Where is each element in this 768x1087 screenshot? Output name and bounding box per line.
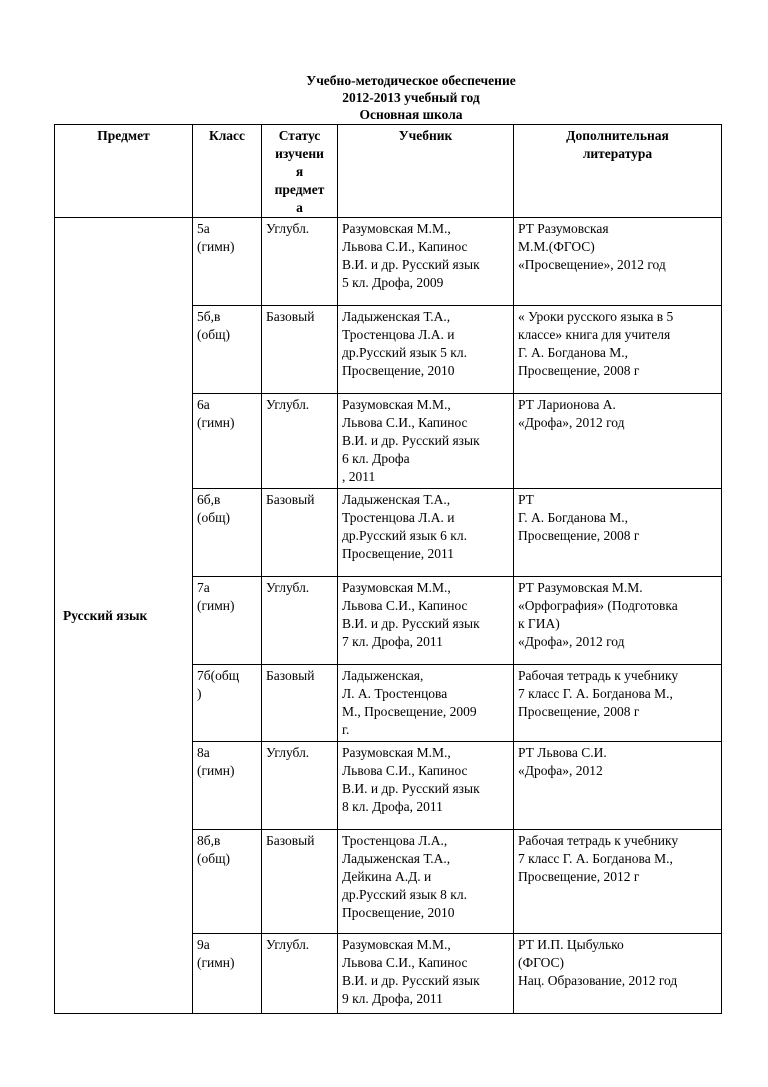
status-cell: Углубл.	[262, 218, 338, 306]
title-line-3: Основная школа	[359, 107, 463, 122]
status-cell: Базовый	[262, 830, 338, 934]
status-cell: Углубл.	[262, 742, 338, 830]
textbook-cell: Разумовская М.М., Львова С.И., Капинос В.И. и др. Русский язык 6 кл. Дрофа , 2011	[338, 394, 514, 489]
class-cell: 6б,в (общ)	[193, 489, 262, 577]
textbook-cell: Разумовская М.М., Львова С.И., Капинос В.И. и др. Русский язык 9 кл. Дрофа, 2011	[338, 934, 514, 1014]
header-extra: Дополнительная литература	[514, 125, 722, 218]
status-cell: Базовый	[262, 665, 338, 742]
class-cell: 5б,в (общ)	[193, 306, 262, 394]
class-cell: 6а (гимн)	[193, 394, 262, 489]
header-status: Статус изучени я предмет а	[262, 125, 338, 218]
document-title	[0, 72, 768, 123]
status-cell: Углубл.	[262, 577, 338, 665]
textbook-cell: Разумовская М.М., Львова С.И., Капинос В.И. и др. Русский язык 7 кл. Дрофа, 2011	[338, 577, 514, 665]
class-cell: 7а (гимн)	[193, 577, 262, 665]
table-row	[55, 218, 722, 306]
status-cell: Базовый	[262, 489, 338, 577]
extra-literature-cell: РТ Разумовская М.М.(ФГОС) «Просвещение», 2012 год	[514, 218, 722, 306]
subject-cell: Русский язык	[55, 218, 193, 1014]
title-line-1: Учебно-методическое обеспечение	[306, 73, 516, 88]
extra-literature-cell: РТ Разумовская М.М. «Орфография» (Подготовка к ГИА) «Дрофа», 2012 год	[514, 577, 722, 665]
title-line-2: 2012-2013 учебный год	[342, 90, 480, 105]
extra-literature-cell: Рабочая тетрадь к учебнику 7 класс Г. А. Богданова М., Просвещение, 2012 г	[514, 830, 722, 934]
extra-literature-cell: РТ Львова С.И. «Дрофа», 2012	[514, 742, 722, 830]
class-cell: 7б(общ )	[193, 665, 262, 742]
extra-literature-cell: Рабочая тетрадь к учебнику 7 класс Г. А. Богданова М., Просвещение, 2008 г	[514, 665, 722, 742]
extra-literature-cell: « Уроки русского языка в 5 классе» книга для учителя Г. А. Богданова М., Просвещение, 2008 г	[514, 306, 722, 394]
extra-literature-cell: РТ Г. А. Богданова М., Просвещение, 2008 г	[514, 489, 722, 577]
header-subject: Предмет	[55, 125, 193, 218]
textbook-cell: Ладыженская Т.А., Тростенцова Л.А. и др.Русский язык 6 кл. Просвещение, 2011	[338, 489, 514, 577]
header-class: Класс	[193, 125, 262, 218]
textbook-cell: Тростенцова Л.А., Ладыженская Т.А., Дейкина А.Д. и др.Русский язык 8 кл. Просвещение, 2010	[338, 830, 514, 934]
status-cell: Углубл.	[262, 394, 338, 489]
class-cell: 5а (гимн)	[193, 218, 262, 306]
textbook-cell: Разумовская М.М., Львова С.И., Капинос В.И. и др. Русский язык 5 кл. Дрофа, 2009	[338, 218, 514, 306]
extra-literature-cell: РТ Ларионова А. «Дрофа», 2012 год	[514, 394, 722, 489]
textbook-cell: Разумовская М.М., Львова С.И., Капинос В.И. и др. Русский язык 8 кл. Дрофа, 2011	[338, 742, 514, 830]
class-cell: 8б,в (общ)	[193, 830, 262, 934]
extra-literature-cell: РТ И.П. Цыбулько (ФГОС) Нац. Образование, 2012 год	[514, 934, 722, 1014]
status-cell: Углубл.	[262, 934, 338, 1014]
table-header-row	[55, 125, 722, 218]
textbook-cell: Ладыженская, Л. А. Тростенцова М., Просвещение, 2009 г.	[338, 665, 514, 742]
textbook-cell: Ладыженская Т.А., Тростенцова Л.А. и др.Русский язык 5 кл. Просвещение, 2010	[338, 306, 514, 394]
status-cell: Базовый	[262, 306, 338, 394]
class-cell: 9а (гимн)	[193, 934, 262, 1014]
class-cell: 8а (гимн)	[193, 742, 262, 830]
curriculum-table	[54, 124, 722, 1014]
header-textbook: Учебник	[338, 125, 514, 218]
